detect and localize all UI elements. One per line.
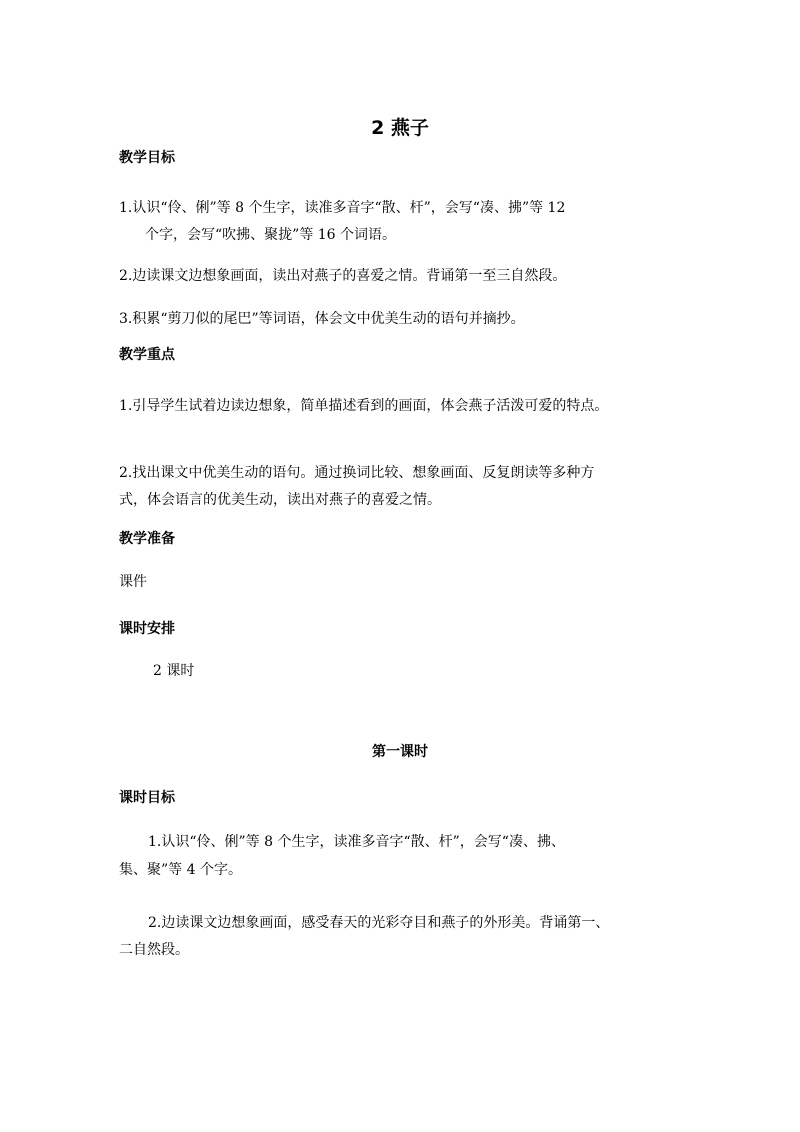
goal-item-2: 2.边读课文边想象画面，读出对燕子的喜爱之情。背诵第一至三自然段。 — [119, 268, 567, 284]
key-points-heading: 教学重点 — [119, 347, 175, 363]
key-point-2-line2: 式，体会语言的优美生动，读出对燕子的喜爱之情。 — [119, 492, 441, 508]
lesson1-goals-heading: 课时目标 — [119, 790, 175, 806]
document-title: 2 燕子 — [371, 117, 429, 139]
goal-item-1-line1: 1.认识“伶、俐”等 8 个生字，读准多音字“散、杆”，会写“凑、拂”等 12 — [119, 200, 566, 216]
goal-item-1-line2: 个字，会写“吹拂、聚拢”等 16 个词语。 — [145, 227, 397, 243]
lesson1-item-2-line1: 2.边读课文边想象画面，感受春天的光彩夺目和燕子的外形美。背诵第一、 — [148, 915, 610, 931]
schedule-text: 2 课时 — [153, 663, 195, 679]
lesson1-item-1-line1: 1.认识“伶、俐”等 8 个生字，读准多音字“散、杆”，会写“凑、拂、 — [148, 834, 565, 850]
preparation-heading: 教学准备 — [119, 531, 175, 547]
lesson1-item-2-line2: 二自然段。 — [119, 942, 189, 958]
lesson1-heading: 第一课时 — [372, 744, 428, 760]
goals-heading: 教学目标 — [119, 150, 175, 166]
key-point-2-line1: 2.找出课文中优美生动的语句。通过换词比较、想象画面、反复朗读等多种方 — [119, 465, 595, 481]
key-point-1: 1.引导学生试着边读边想象，简单描述看到的画面，体会燕子活泼可爱的特点。 — [119, 398, 609, 414]
lesson1-item-1-line2: 集、聚”等 4 个字。 — [119, 862, 242, 878]
schedule-heading: 课时安排 — [119, 621, 175, 637]
preparation-text: 课件 — [119, 574, 147, 590]
goal-item-3: 3.积累“剪刀似的尾巴”等词语，体会文中优美生动的语句并摘抄。 — [119, 311, 525, 327]
